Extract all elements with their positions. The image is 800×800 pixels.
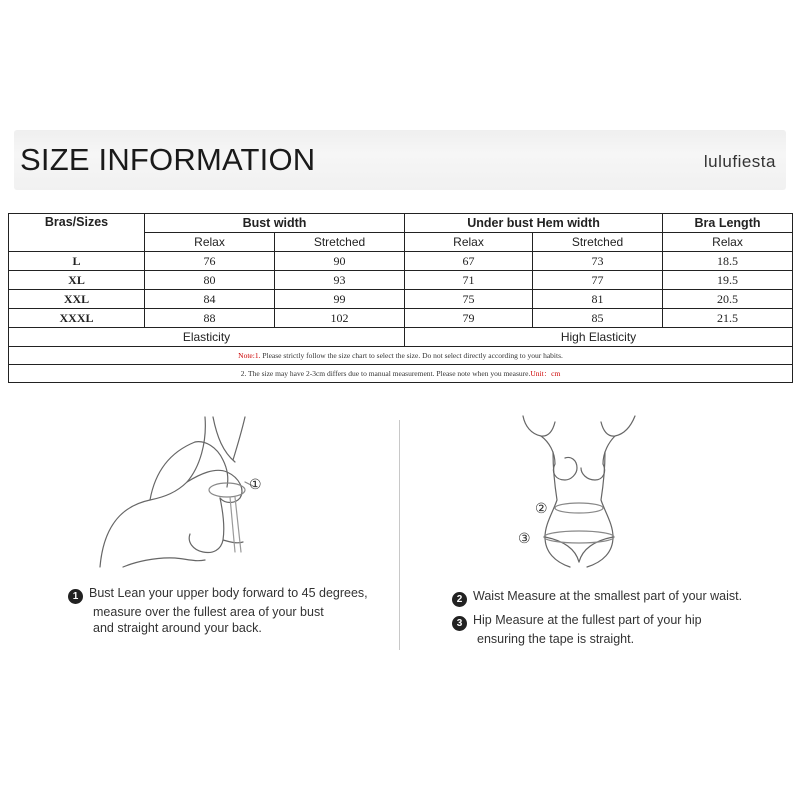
value-cell: 20.5 bbox=[663, 290, 793, 309]
value-cell: 76 bbox=[145, 252, 275, 271]
subheader-cell: Relax bbox=[405, 233, 533, 252]
value-cell: 81 bbox=[533, 290, 663, 309]
note-2 bbox=[9, 365, 793, 383]
value-cell: 18.5 bbox=[663, 252, 793, 271]
note-row-1 bbox=[9, 347, 793, 365]
value-cell: 77 bbox=[533, 271, 663, 290]
high-elasticity-label: High Elasticity bbox=[405, 328, 793, 347]
hip-caption-text-1: Hip Measure at the fullest part of your hip bbox=[473, 613, 702, 627]
header-bra-length: Bra Length bbox=[663, 214, 793, 233]
hip-caption-line-1 bbox=[452, 612, 702, 631]
step-3-badge: 3 bbox=[452, 616, 467, 631]
size-cell: XL bbox=[9, 271, 145, 290]
subheader-cell: Relax bbox=[145, 233, 275, 252]
waist-caption bbox=[452, 588, 742, 607]
note-1-label: Note:1. bbox=[238, 350, 261, 360]
value-cell: 67 bbox=[405, 252, 533, 271]
value-cell: 73 bbox=[533, 252, 663, 271]
value-cell: 21.5 bbox=[663, 309, 793, 328]
bust-caption-line-2: measure over the fullest area of your bust bbox=[93, 605, 324, 619]
subheader-cell: Stretched bbox=[533, 233, 663, 252]
marker-1: ① bbox=[249, 476, 262, 492]
page-title: SIZE INFORMATION bbox=[20, 142, 316, 177]
note-1-text: Please strictly follow the size chart to select the size. Do not select directly according to your habits. bbox=[260, 350, 563, 360]
header-sizes: Bras/Sizes bbox=[9, 214, 145, 252]
note-2-text: 2. The size may have 2-3cm differs due to manual measurement. Please note when you measure. bbox=[240, 368, 531, 378]
elasticity-row bbox=[9, 328, 793, 347]
subheader-cell: Stretched bbox=[275, 233, 405, 252]
marker-3: ③ bbox=[518, 530, 531, 546]
waist-hip-measure-illustration bbox=[515, 412, 645, 572]
note-2-unit: Unit：cm bbox=[530, 368, 561, 378]
waist-caption-text: Waist Measure at the smallest part of your waist. bbox=[473, 589, 743, 603]
value-cell: 90 bbox=[275, 252, 405, 271]
value-cell: 85 bbox=[533, 309, 663, 328]
size-cell: XXXL bbox=[9, 309, 145, 328]
value-cell: 75 bbox=[405, 290, 533, 309]
bust-caption-line-3: and straight around your back. bbox=[93, 621, 262, 635]
size-cell: L bbox=[9, 252, 145, 271]
bust-caption bbox=[68, 585, 368, 636]
title-banner bbox=[14, 130, 786, 190]
value-cell: 93 bbox=[275, 271, 405, 290]
value-cell: 84 bbox=[145, 290, 275, 309]
bust-measure-illustration bbox=[95, 412, 295, 572]
size-cell: XXL bbox=[9, 290, 145, 309]
value-cell: 88 bbox=[145, 309, 275, 328]
value-cell: 80 bbox=[145, 271, 275, 290]
bust-caption-text-1: Bust Lean your upper body forward to 45 degrees, bbox=[89, 586, 368, 600]
table-row bbox=[9, 290, 793, 309]
value-cell: 102 bbox=[275, 309, 405, 328]
table-row bbox=[9, 271, 793, 290]
note-1 bbox=[9, 347, 793, 365]
hip-caption-line-2: ensuring the tape is straight. bbox=[477, 632, 635, 646]
header-bust-width: Bust width bbox=[145, 214, 405, 233]
value-cell: 79 bbox=[405, 309, 533, 328]
table-row bbox=[9, 309, 793, 328]
value-cell: 71 bbox=[405, 271, 533, 290]
table-header-row bbox=[9, 214, 793, 233]
step-1-badge: 1 bbox=[68, 589, 83, 604]
step-2-badge: 2 bbox=[452, 592, 467, 607]
subheader-cell: Relax bbox=[663, 233, 793, 252]
bust-caption-line-1 bbox=[68, 585, 368, 604]
marker-2: ② bbox=[535, 500, 548, 516]
value-cell: 99 bbox=[275, 290, 405, 309]
hip-caption bbox=[452, 612, 702, 647]
header-under-bust: Under bust Hem width bbox=[405, 214, 663, 233]
brand-name: lulufiesta bbox=[703, 152, 776, 171]
value-cell: 19.5 bbox=[663, 271, 793, 290]
size-table bbox=[8, 213, 793, 383]
figure-divider bbox=[399, 420, 400, 650]
note-row-2 bbox=[9, 365, 793, 383]
elasticity-label: Elasticity bbox=[9, 328, 405, 347]
table-row bbox=[9, 252, 793, 271]
